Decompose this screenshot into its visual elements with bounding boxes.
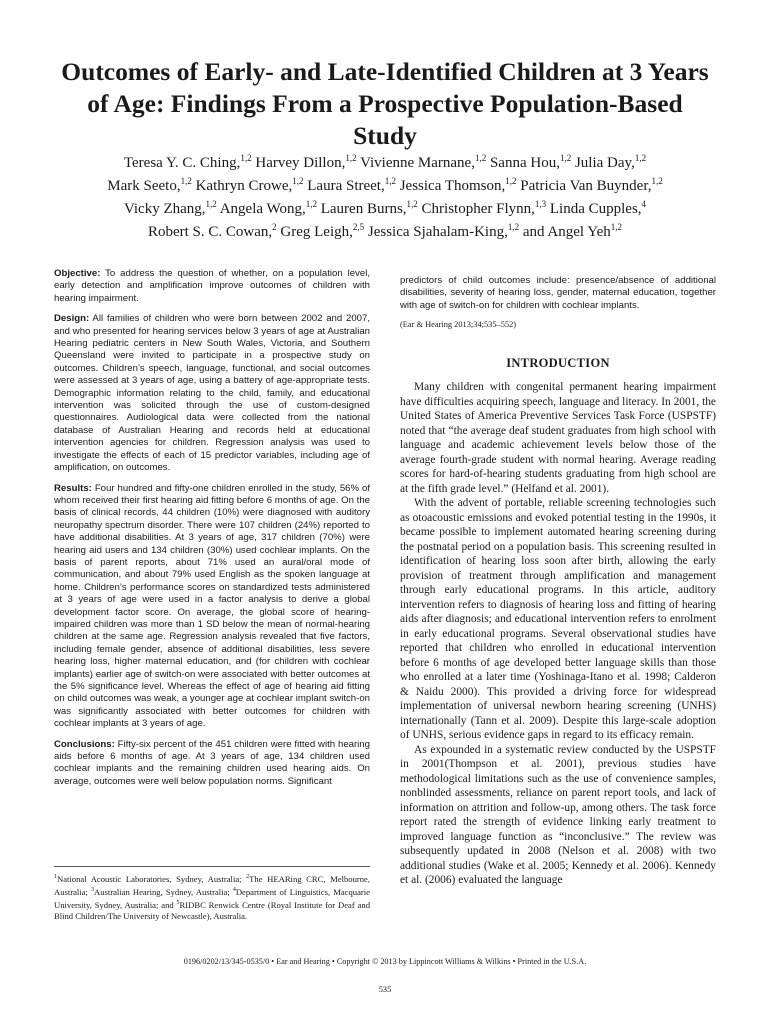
author-affiliation-marker: 1,2 xyxy=(292,176,304,186)
design-label: Design: xyxy=(54,313,90,325)
abstract-results xyxy=(54,483,370,731)
affiliation-text: RIDBC Renwick Centre (Royal Institute for Deaf and Blind Children/The University of Newcastle), Australia. xyxy=(54,899,370,922)
author-affiliation-marker: 1,2 xyxy=(406,199,418,209)
introduction-body xyxy=(400,380,716,888)
author-name: Angela Wong, xyxy=(219,201,306,217)
author-affiliation-marker: 2,5 xyxy=(352,222,365,232)
author-name: Patricia Van Buynder, xyxy=(520,178,652,194)
author-name: Kathryn Crowe, xyxy=(195,178,293,194)
author-affiliation-marker: 1,2 xyxy=(305,199,317,209)
affiliation-marker: 5 xyxy=(176,900,180,907)
author-name: Harvey Dillon, xyxy=(255,155,346,171)
author-line xyxy=(40,198,730,221)
author-line xyxy=(40,221,730,244)
author-name: Linda Cupples, xyxy=(549,201,642,217)
author-name: Mark Seeto, xyxy=(107,178,181,194)
affiliation-marker: 3 xyxy=(91,887,94,894)
article-title: Outcomes of Early- and Late-Identified Children at 3 Years of Age: Findings From a Prospective Population-Based Study xyxy=(61,57,709,150)
author-name: Vivienne Marnane, xyxy=(360,155,475,171)
author-affiliation-marker: 1,2 xyxy=(384,176,396,186)
author-line xyxy=(40,152,730,175)
objective-label: Objective: xyxy=(54,268,101,279)
abstract-design xyxy=(54,313,370,474)
affiliation-marker: 1 xyxy=(54,874,57,880)
author-affiliation-marker: 1,3 xyxy=(534,199,547,209)
author-name: Vicky Zhang, xyxy=(123,201,206,217)
author-affiliation-marker: 2 xyxy=(272,222,277,232)
author-affiliation-marker: 1,2 xyxy=(634,153,647,163)
affiliation-text: National Acoustic Laboratories, Sydney, Australia; xyxy=(57,873,247,884)
introduction-paragraph: As expounded in a systematic review conducted by the USPSTF in 2001(Thompson et al. 2001), previous studies have methodological limitations such as the use of convenience samples, nonblinded assessments, reliance on parent report tools, and lack of information on attrition and follow-up, among others. The task force report rated the strength of evidence linking early treatment to improved language function as “inconclusive.” The review was subsequently updated in 2008 (Nelson et al. 2008) with two additional studies (Wake et al. 2005; Kennedy et al. 2006). Kennedy et al. (2006) evaluated the language xyxy=(400,743,716,887)
introduction-paragraph: With the advent of portable, reliable screening technologies such as otoacoustic emissions and evoked potential testing in the 1990s, it became possible to implement automated hearing screening during the postnatal period on a population basis. This screening resulted in identification of hearing loss soon after birth, allowing the early provision of treatment through amplification and management through early educational programs. In this article, auditory intervention refers to diagnosis of hearing loss and fitting of hearing aids after diagnosis; and educational intervention refers to enrolment in early educational programs. Several observational studies have reported that children who enrolled in educational intervention before 6 months of age developed better language skills than those who enrolled at a later time (Yoshinaga-Itano et al. 1998; Calderon & Naidu 2000). This provided a driving force for widespread implementation of universal newborn hearing screening (UNHS) internationally (Tann et al. 2009). Despite this large-scale adoption of UNHS, serious evidence gaps in regard to its efficacy remain. xyxy=(400,497,716,742)
introduction-paragraph: Many children with congenital permanent hearing impairment have difficulties acquiring speech, language and literacy. In 2001, the United States of America Preventive Services Task Force (USPSTF) noted that “the average deaf student graduates from high school with language and academic achievement levels below those of the average fourth-grade student with normal hearing. Average reading scores for hard-of-hearing students graduating from high school are at the fifth grade level.” (Helfand et al. 2001). xyxy=(400,381,716,495)
affiliation-text: Department of Linguistics, Macquarie University, Sydney, Australia; and xyxy=(54,886,370,910)
affiliation-marker: 2 xyxy=(246,874,250,880)
author-affiliation-marker: 4 xyxy=(641,199,647,209)
affiliations-footnote xyxy=(54,866,370,922)
objective-text: To address the question of whether, on a population level, early detection and amplification improve outcomes of children with hearing impairment. xyxy=(54,268,371,304)
author-affiliation-marker: 1,2 xyxy=(505,176,517,186)
results-text: Four hundred and fifty-one children enrolled in the study, 56% of whom received their first hearing aid fitting before 6 months of age. On the basis of clinical records, 44 children (10%) were diagnosed with auditory neuropathy spectrum disorder. There were 107 children (24%) reported to have additional disabilities. At 3 years of age, 317 children (70%) were hearing aid users and 134 children (30%) used cochlear implants. On the basis of parent reports, about 71% used an aural/oral mode of communication, and about 79% used English as the spoken language at home. Children’s performance scores on standardized tests administered at 3 years of age were used in a factor analysis to derive a global development factor score. On average, the global score of hearing-impaired children was more than 1 SD below the mean of normal-hearing children at the same age. Regression analysis revealed that five factors, including female gender, absence of additional disabilities, less severe hearing loss, higher maternal education, and (for children with cochlear implants) earlier age of switch-on were associated with better outcomes at the 5% significance level. Whereas the effect of age of hearing aid fitting on child outcomes was weak, a younger age at cochlear implant switch-on was significantly associated with better outcomes for children with cochlear implants at 3 years of age. xyxy=(54,482,370,730)
right-column xyxy=(400,275,716,888)
section-heading-introduction: INTRODUCTION xyxy=(506,356,610,371)
affiliation-marker: 4 xyxy=(232,887,236,894)
author-name: Robert S. C. Cowan, xyxy=(147,224,273,240)
results-label: Results: xyxy=(54,482,92,494)
affiliation-text: Australian Hearing, Sydney, Australia; xyxy=(94,886,233,897)
author-affiliation-marker: 1,2 xyxy=(205,199,217,209)
author-affiliation-marker: 1,2 xyxy=(345,153,357,163)
author-affiliation-marker: 1,2 xyxy=(507,222,520,232)
conclusions-text: Fifty-six percent of the 451 children were fitted with hearing aids before 6 months of age. At 3 years of age, 134 children used cochlear implants and the remaining children used hearing aids. On average, outcomes were well below population norms. Significant xyxy=(54,738,370,787)
author-affiliation-marker: 1,2 xyxy=(180,176,192,186)
author-line xyxy=(40,175,730,198)
journal-copyright-line: 0196/0202/13/345-0535/0 • Ear and Hearing • Copyright © 2013 by Lippincott Williams & Wilkins • Printed in the U.S.A. xyxy=(183,957,587,966)
author-name: Sanna Hou, xyxy=(489,155,560,171)
author-affiliation-marker: 1,2 xyxy=(651,176,663,186)
author-name: Laura Street, xyxy=(307,178,385,194)
author-name: Jessica Sjahalam-King, xyxy=(367,224,508,240)
abstract-conclusions xyxy=(54,739,370,789)
abstract-objective xyxy=(54,268,370,305)
author-name: Lauren Burns, xyxy=(320,201,407,217)
author-name: Jessica Thomson, xyxy=(399,178,506,194)
conclusions-label: Conclusions: xyxy=(54,738,115,750)
author-name: Greg Leigh, xyxy=(280,224,353,240)
author-affiliation-marker: 1,2 xyxy=(559,153,572,163)
author-name: Teresa Y. C. Ching, xyxy=(123,155,241,171)
conclusions-continued: predictors of child outcomes include: presence/absence of additional disabilities, severity of hearing loss, gender, maternal education, together with age of switch-on for children with cochlear implants. xyxy=(400,275,716,311)
abstract-left-column xyxy=(54,268,370,796)
author-affiliation-marker: 1,2 xyxy=(610,222,623,232)
author-affiliation-marker: 1,2 xyxy=(240,153,252,163)
author-name: and Angel Yeh xyxy=(522,224,611,240)
author-name: Christopher Flynn, xyxy=(421,201,535,217)
citation: (Ear & Hearing 2013;34;535–552) xyxy=(400,320,517,330)
author-name: Julia Day, xyxy=(574,155,635,171)
author-affiliation-marker: 1,2 xyxy=(474,153,487,163)
page-number: 535 xyxy=(378,985,392,994)
design-text: All families of children who were born between 2002 and 2007, and who presented for hearing services below 3 years of age at Australian Hearing pediatric centers in New South Wales, Victoria, and Southern Queensland were invited to participate in a prospective study on outcomes. Children’s speech, language, functional, and social outcomes were assessed at 3 years of age, using a battery of age-appropriate tests. Demographic information relating to the child, family, and educational intervention was solicited through the use of custom-designed questionnaires. Audiological data were collected from the national database of Australian Hearing and records held at educational intervention agencies for children. Regression analysis was used to investigate the effects of each of 15 predictor variables, including age of amplification, on outcomes. xyxy=(54,313,370,474)
affiliation-text: The HEARing CRC, Melbourne, Australia; xyxy=(54,873,370,897)
author-list xyxy=(40,152,730,244)
